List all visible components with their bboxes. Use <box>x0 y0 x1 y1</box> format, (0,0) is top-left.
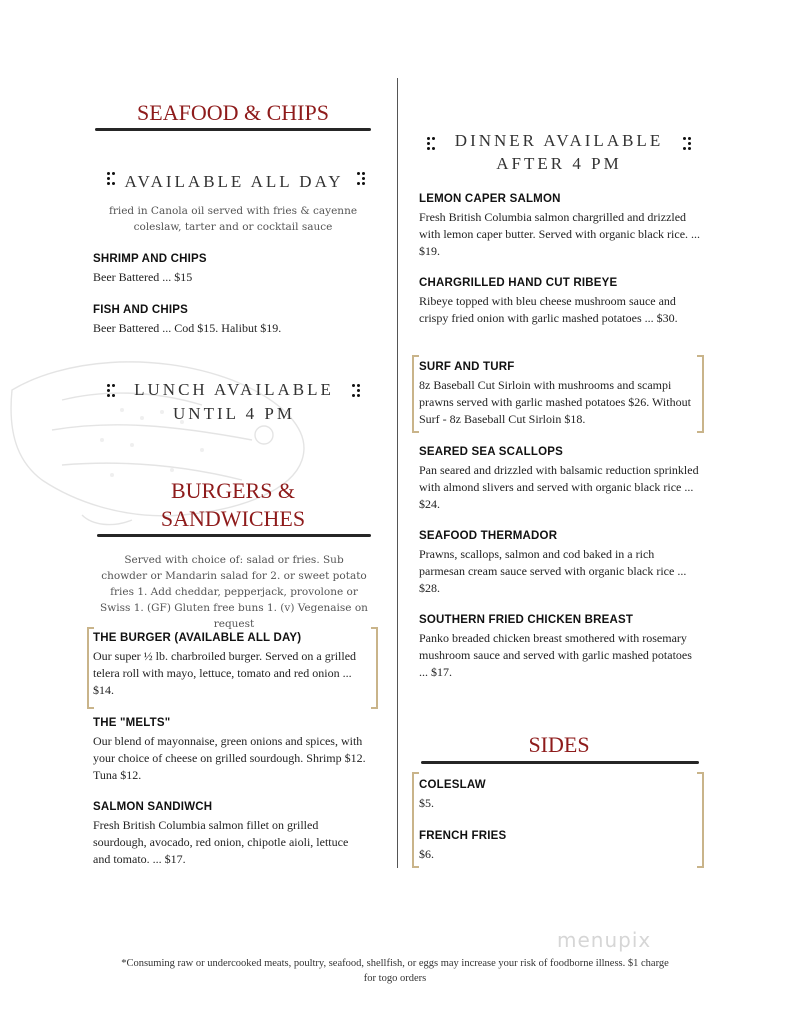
dots-icon <box>347 384 360 397</box>
item-desc: Beer Battered ... Cod $15. Halibut $19. <box>93 321 282 335</box>
item-desc: Pan seared and drizzled with balsamic reduction sprinkled with almond slivers and served with organic black rice ... $24. <box>419 463 699 511</box>
item-name: LEMON CAPER SALMON <box>419 193 561 205</box>
item-desc: $6. <box>419 847 434 861</box>
item-desc: Fresh British Columbia salmon chargrilled and drizzled with lemon caper butter. Served with organic black rice. ... $19. <box>419 210 701 258</box>
dinner-banner-line2: AFTER 4 PM <box>496 154 622 173</box>
bracket-right <box>697 772 704 868</box>
burgers-title-underline <box>97 534 371 537</box>
item-name: SOUTHERN FRIED CHICKEN BREAST <box>419 614 634 626</box>
item-desc: Our blend of mayonnaise, green onions and spices, with your choice of cheese on grilled sourdough. Shrimp $12. Tuna $12. <box>93 734 366 782</box>
watermark-logo: menupix <box>557 928 652 952</box>
item-desc: Beer Battered ... $15 <box>93 270 193 284</box>
seafood-note: fried in Canola oil served with fries & cayenne coleslaw, tarter and or cocktail sauce <box>108 205 358 233</box>
menu-item <box>93 631 367 699</box>
lunch-banner-line1: LUNCH AVAILABLE <box>134 380 334 399</box>
dots-icon <box>678 137 691 150</box>
item-name: SALMON SANDIWCH <box>93 801 213 813</box>
menu-item <box>419 276 703 327</box>
item-name: SEARED SEA SCALLOPS <box>419 446 563 458</box>
item-desc: $5. <box>419 796 434 810</box>
burgers-title-line2: SANDWICHES <box>160 506 306 531</box>
menu-item <box>93 716 373 784</box>
item-desc: Our super ½ lb. charbroiled burger. Served on a grilled telera roll with mayo, lettuce, tomato and red onion ... $14. <box>93 649 357 697</box>
menu-item <box>419 778 689 812</box>
dots-icon <box>352 172 365 185</box>
item-desc: Panko breaded chicken breast smothered with rosemary mushroom sauce and served with garlic mashed potatoes ... $17. <box>419 631 692 679</box>
item-name: SHRIMP AND CHIPS <box>93 253 207 265</box>
item-name: SURF AND TURF <box>419 361 515 373</box>
menu-item <box>419 445 703 513</box>
menu-item <box>419 192 703 260</box>
menu-item <box>93 303 373 337</box>
lunch-banner-line2: UNTIL 4 PM <box>173 404 295 423</box>
sides-title-underline <box>421 761 699 764</box>
dinner-banner-line1: DINNER AVAILABLE <box>454 131 664 150</box>
bracket-left <box>412 355 419 433</box>
bracket-left <box>412 772 419 868</box>
item-desc: Fresh British Columbia salmon fillet on grilled sourdough, avocado, red onion, chipotle aioli, lettuce and tomato. ... $17. <box>93 818 349 866</box>
item-name: CHARGRILLED HAND CUT RIBEYE <box>419 277 618 289</box>
item-name: COLESLAW <box>419 779 486 791</box>
seafood-banner: AVAILABLE ALL DAY <box>124 172 344 191</box>
item-desc: 8z Baseball Cut Sirloin with mushrooms and scampi prawns served with garlic mashed potatoes $26. Without Surf - 8z Baseball Cut Sirloin $18. <box>419 378 691 426</box>
item-name: FRENCH FRIES <box>419 830 507 842</box>
item-name: THE "MELTS" <box>93 717 171 729</box>
menu-item <box>419 360 699 428</box>
seafood-title: SEAFOOD & CHIPS <box>137 100 329 125</box>
column-divider <box>397 78 398 868</box>
bracket-right <box>371 627 378 709</box>
seafood-title-underline <box>95 128 371 131</box>
item-name: SEAFOOD THERMADOR <box>419 530 558 542</box>
menu-item <box>419 829 689 863</box>
item-name: FISH AND CHIPS <box>93 304 189 316</box>
item-name: THE BURGER (AVAILABLE ALL DAY) <box>93 632 302 644</box>
menu-item <box>93 800 367 868</box>
footer-disclaimer: *Consuming raw or undercooked meats, poultry, seafood, shellfish, or eggs may increase your risk of foodborne illness. $1 charge for togo orders <box>121 958 669 984</box>
menu-item <box>93 252 373 286</box>
sides-title: SIDES <box>528 732 590 757</box>
burgers-note: Served with choice of: salad or fries. Sub chowder or Mandarin salad for 2. or sweet potato fries 1. Add cheddar, pepperjack, provolone or Swiss 1. (GF) Gluten free buns 1. (v) Vegenaise on request <box>100 554 368 630</box>
menu-item <box>419 613 703 681</box>
menu-item <box>419 529 703 597</box>
item-desc: Ribeye topped with bleu cheese mushroom sauce and crispy fried onion with garlic mashed potatoes ... $30. <box>419 294 678 325</box>
burgers-title-line1: BURGERS & <box>170 478 296 503</box>
item-desc: Prawns, scallops, salmon and cod baked in a rich parmesan cream sauce served with organic black rice ... $28. <box>419 547 687 595</box>
dots-icon <box>427 137 440 150</box>
